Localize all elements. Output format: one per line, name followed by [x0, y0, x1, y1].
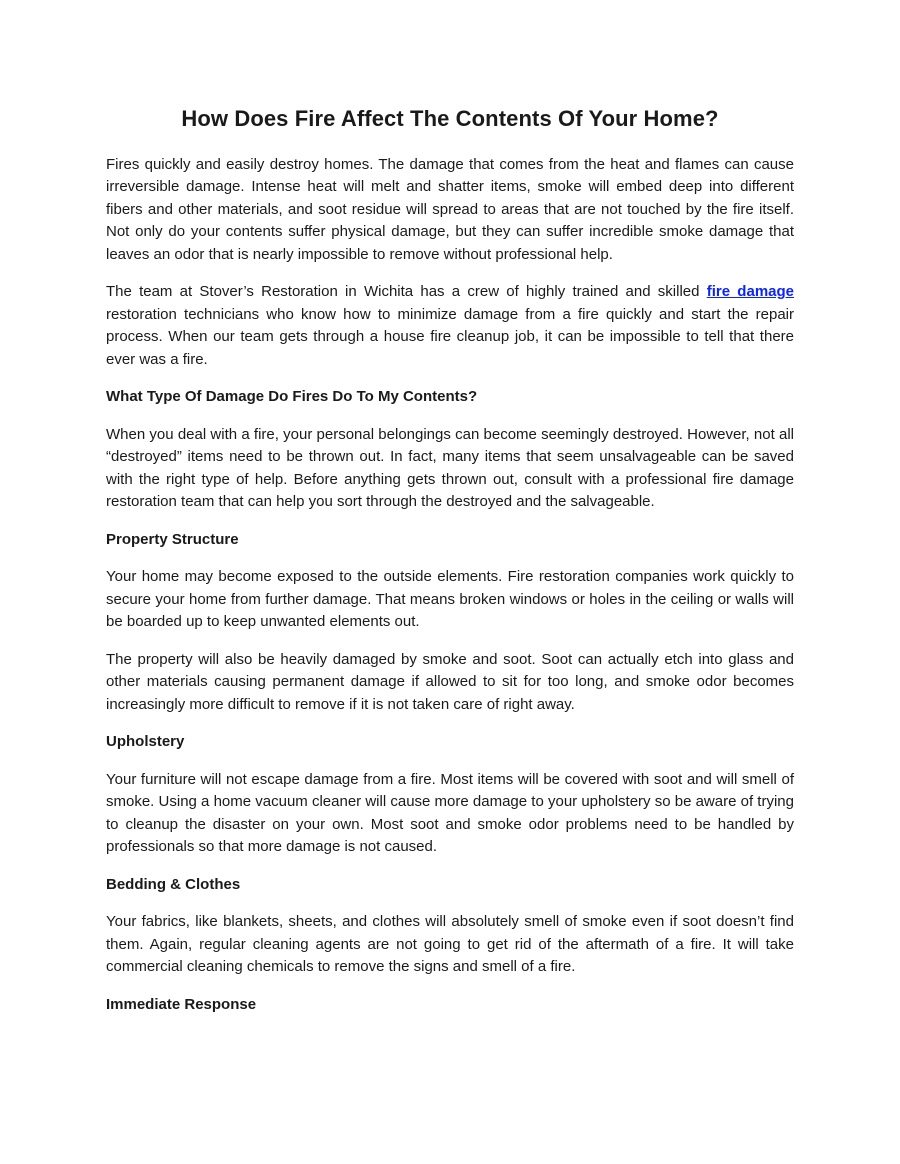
paragraph-property-exposure: Your home may become exposed to the outside elements. Fire restoration companies work quickly to secure your home from further damage. That means broken windows or holes in the ceiling or walls will be boarded up to keep unwanted elements out. — [106, 568, 794, 631]
heading-property-structure: Property Structure — [106, 530, 239, 548]
heading-bedding-clothes: Bedding & Clothes — [106, 875, 241, 893]
team-paragraph — [106, 281, 794, 371]
heading-immediate-response: Immediate Response — [106, 995, 257, 1013]
paragraph-property-smoke: The property will also be heavily damaged by smoke and soot. Soot can actually etch into glass and other materials causing permanent damage if allowed to sit for too long, and smoke odor becomes increasingly more difficult to remove if it is not taken care of right away. — [106, 650, 794, 713]
team-paragraph-pre: The team at Stover’s Restoration in Wichita has a crew of highly trained and skilled — [106, 283, 707, 301]
fire-damage-link[interactable]: fire damage — [706, 283, 795, 301]
heading-upholstery: Upholstery — [106, 733, 185, 751]
page-title: How Does Fire Affect The Contents Of Your Home? — [181, 106, 719, 131]
paragraph-bedding-clothes: Your fabrics, like blankets, sheets, and clothes will absolutely smell of smoke even if soot doesn’t find them. Again, regular cleaning agents are not going to get rid of the aftermath of a fire. It will take commercial cleaning chemicals to remove the signs and smell of a fire. — [106, 913, 794, 976]
team-paragraph-post: restoration technicians who know how to minimize damage from a fire quickly and start the repair process. When our team gets through a house fire cleanup job, it can be impossible to tell that there ever was a fire. — [106, 305, 794, 368]
paragraph-upholstery: Your furniture will not escape damage from a fire. Most items will be covered with soot and will smell of smoke. Using a home vacuum cleaner will cause more damage to your upholstery so be aware of trying to cleanup the disaster on your own. Most soot and smoke odor problems need to be handled by professionals so that more damage is not caused. — [106, 770, 794, 856]
paragraph-damage-types: When you deal with a fire, your personal belongings can become seemingly destroyed. However, not all “destroyed” items need to be thrown out. In fact, many items that seem unsalvageable can be saved with the right type of help. Before anything gets thrown out, consult with a professional fire damage restoration team that can help you sort through the destroyed and the salvageable. — [106, 425, 794, 511]
heading-damage-types: What Type Of Damage Do Fires Do To My Contents? — [106, 388, 478, 406]
intro-paragraph: Fires quickly and easily destroy homes. The damage that comes from the heat and flames can cause irreversible damage. Intense heat will melt and shatter items, smoke will embed deep into different fibers and other materials, and soot residue will spread to areas that are not touched by the fire itself. Not only do your contents suffer physical damage, but they can suffer incredible smoke damage that leaves an odor that is nearly impossible to remove without professional help. — [106, 155, 794, 263]
